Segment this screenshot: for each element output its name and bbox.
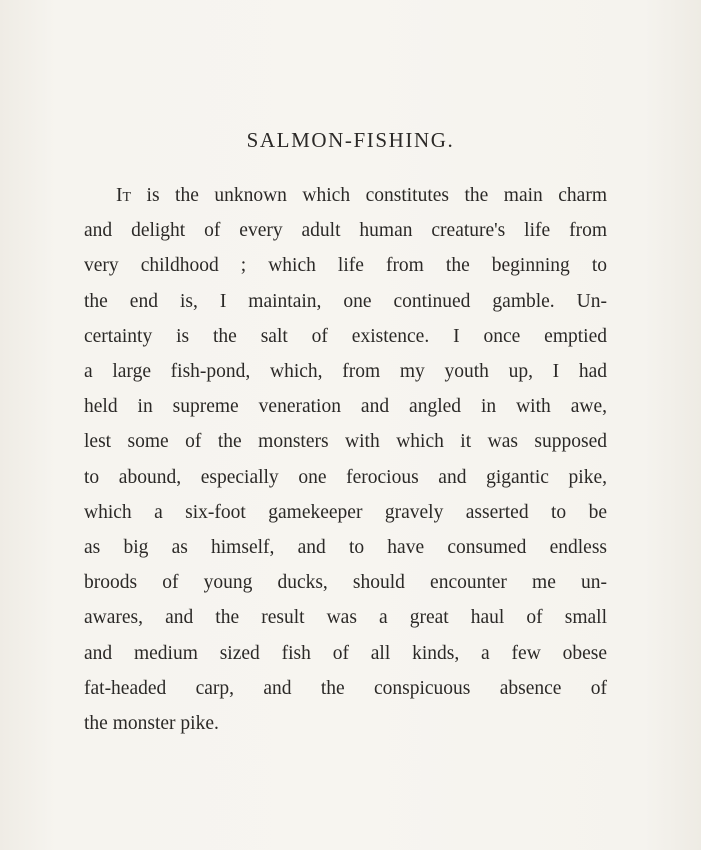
text-line: and medium sized fish of all kinds, a few obese (84, 642, 607, 664)
text-line: broods of young ducks, should encounter me un- (84, 572, 607, 594)
paragraph (84, 178, 607, 741)
text-line: as big as himself, and to have consumed endless (84, 537, 607, 559)
text-line: the monster pike. (84, 713, 219, 735)
text-line: fat-headed carp, and the conspicuous absence of (84, 677, 607, 699)
text-line: held in supreme veneration and angled in with awe, (84, 396, 607, 418)
text-line: and delight of every adult human creature's life from (84, 220, 607, 242)
text-line: lest some of the monsters with which it was supposed (84, 431, 607, 453)
text-line: a large fish-pond, which, from my youth up, I had (84, 361, 607, 383)
text-line: the end is, I maintain, one continued gamble. Un- (84, 290, 607, 312)
text-line: It is the unknown which constitutes the main charm (116, 185, 607, 206)
text-line: which a six-foot gamekeeper gravely asserted to be (84, 501, 607, 523)
chapter-title: SALMON-FISHING. (246, 128, 455, 152)
text-line: very childhood ; which life from the beginning to (84, 255, 607, 277)
text-line: certainty is the salt of existence. I once emptied (84, 325, 607, 347)
text-line: awares, and the result was a great haul of small (84, 607, 607, 629)
drop-word: It (116, 185, 132, 206)
text-line: to abound, especially one ferocious and gigantic pike, (84, 466, 607, 488)
